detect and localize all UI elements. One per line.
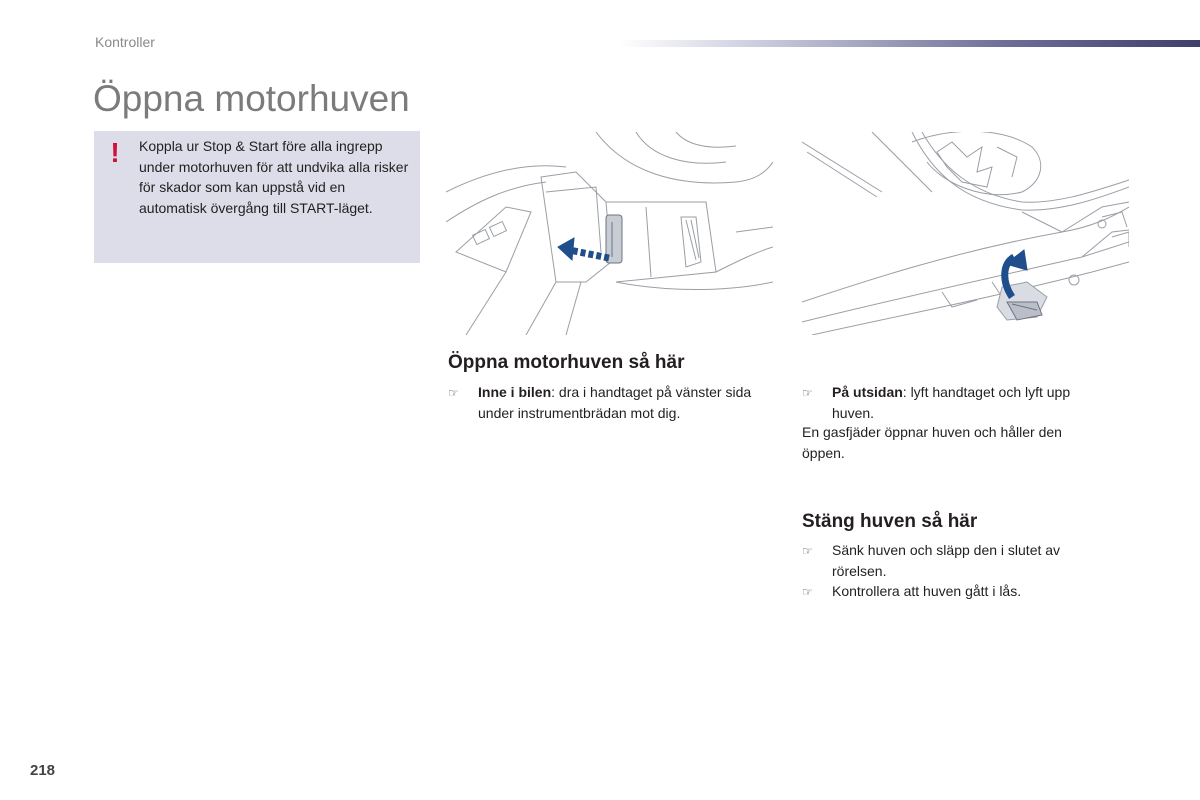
inside-label: Inne i bilen xyxy=(478,384,552,400)
outside-label: På utsidan xyxy=(832,384,903,400)
section-label: Kontroller xyxy=(95,34,155,50)
pointing-hand-icon: ☞ xyxy=(802,585,813,599)
exterior-latch-illustration xyxy=(802,132,1129,335)
pointing-hand-icon: ☞ xyxy=(448,386,459,400)
exclamation-icon: ! xyxy=(110,137,120,168)
close-step-text: Sänk huven och släpp den i slutet av rörelsen. xyxy=(832,542,1061,579)
page-title: Öppna motorhuven xyxy=(93,78,410,119)
pointing-hand-icon: ☞ xyxy=(802,386,813,400)
pointing-hand-icon: ☞ xyxy=(802,544,813,558)
close-step-text: Kontrollera att huven gått i lås. xyxy=(832,583,1022,599)
inside-text: : dra i handtaget på vänster sida under instrumentbrädan mot dig. xyxy=(478,384,752,421)
close-hood-heading: Stäng huven så här xyxy=(802,511,978,532)
interior-handle-illustration xyxy=(446,132,773,335)
page-number: 218 xyxy=(30,762,56,779)
gas-spring-note: En gasfjäder öppnar huven och håller den öppen. xyxy=(802,424,1062,461)
outside-text: : lyft handtaget och lyft upp huven. xyxy=(832,384,1071,421)
warning-text: Koppla ur Stop & Start före alla ingrepp under motorhuven för att undvika alla risker för skador som kan uppstå vid en automatisk övergång till START-läget. xyxy=(139,138,409,216)
header-gradient-bar xyxy=(620,40,1200,47)
open-hood-heading: Öppna motorhuven så här xyxy=(448,352,685,373)
